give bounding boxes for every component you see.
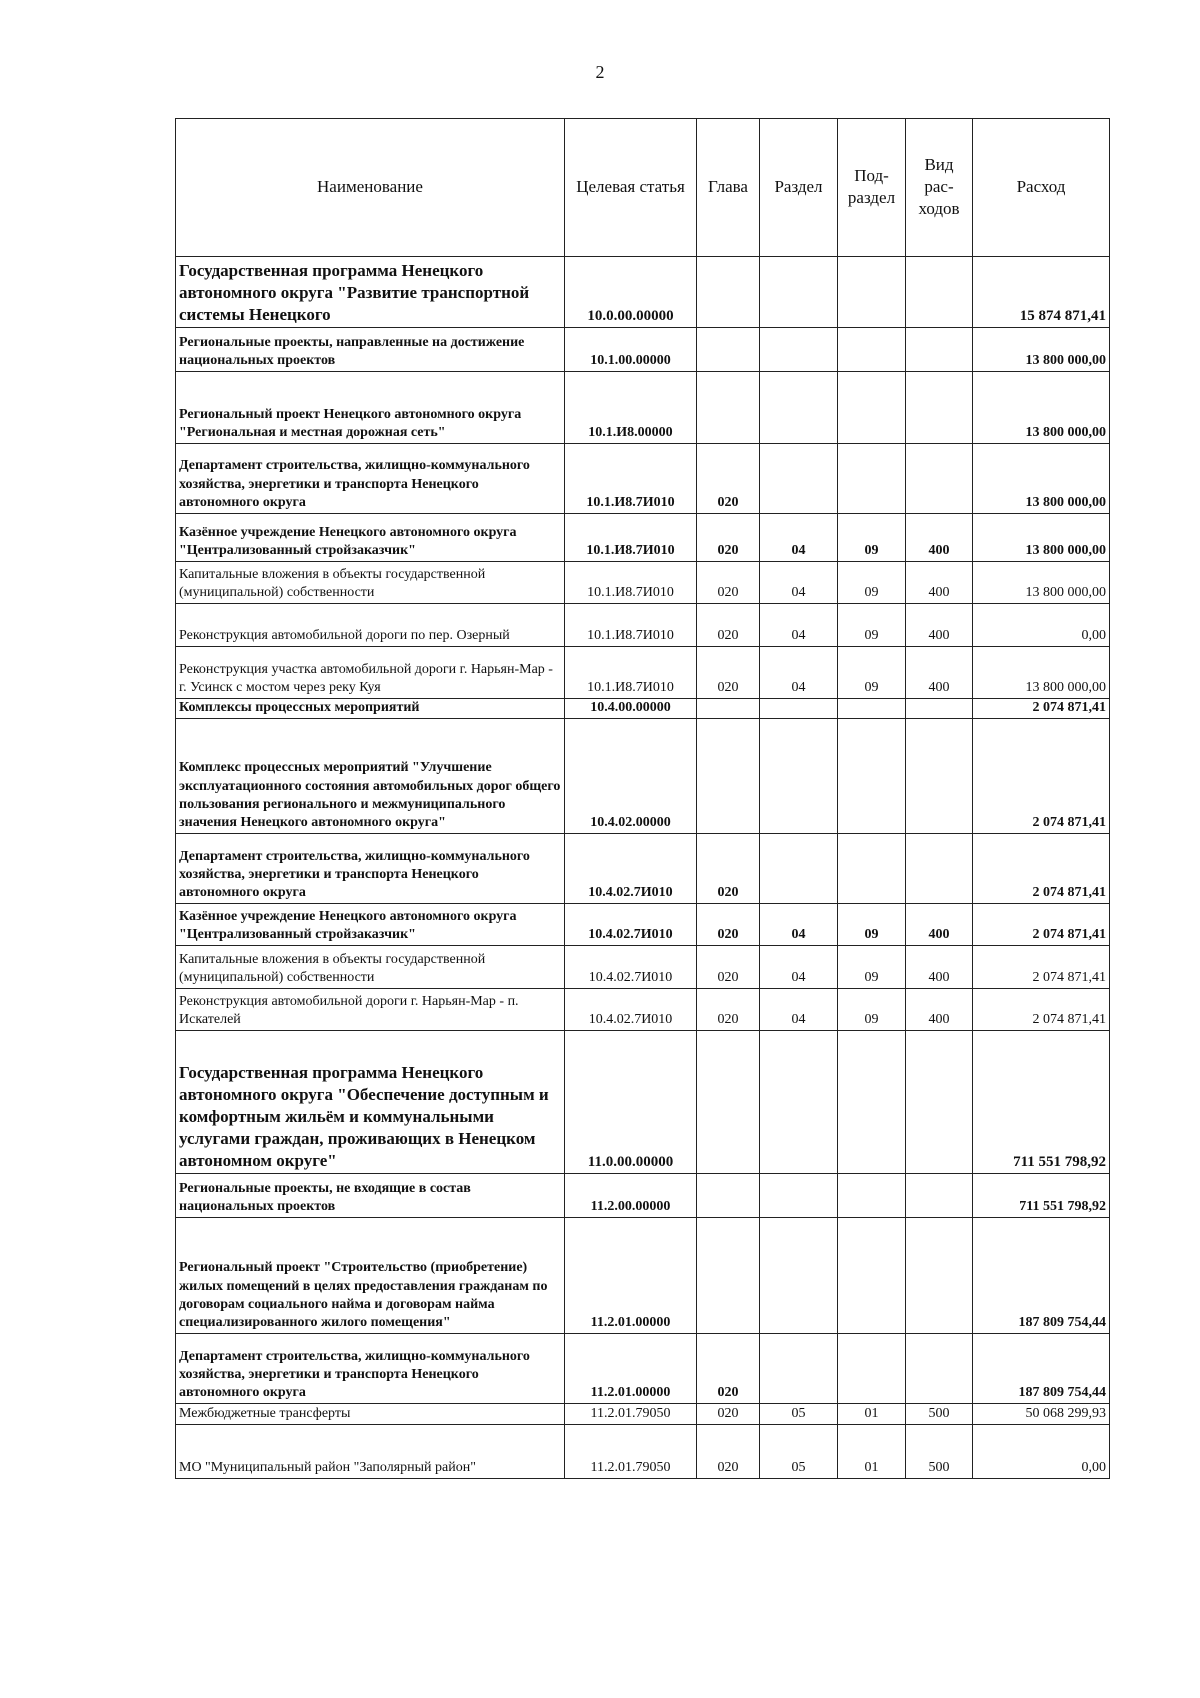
cell-amount: 711 551 798,92 bbox=[973, 1174, 1110, 1218]
cell-subsection bbox=[838, 1218, 906, 1334]
table-row bbox=[176, 328, 1110, 372]
cell-amount: 711 551 798,92 bbox=[973, 1031, 1110, 1174]
cell-expense-type: 400 bbox=[906, 604, 973, 647]
cell-amount: 2 074 871,41 bbox=[973, 834, 1110, 904]
cell-section: 04 bbox=[760, 604, 838, 647]
expenditure-table bbox=[175, 118, 1110, 1479]
table-row bbox=[176, 647, 1110, 699]
cell-amount: 0,00 bbox=[973, 604, 1110, 647]
cell-section: 04 bbox=[760, 647, 838, 699]
cell-section bbox=[760, 328, 838, 372]
cell-amount: 2 074 871,41 bbox=[973, 946, 1110, 989]
page-number: 2 bbox=[595, 62, 605, 82]
cell-amount: 13 800 000,00 bbox=[973, 372, 1110, 444]
cell-subsection bbox=[838, 257, 906, 328]
cell-section: 04 bbox=[760, 989, 838, 1031]
cell-amount: 2 074 871,41 bbox=[973, 904, 1110, 946]
cell-target-article: 10.1.И8.00000 bbox=[565, 372, 697, 444]
cell-target-article: 11.0.00.00000 bbox=[565, 1031, 697, 1174]
cell-section bbox=[760, 1174, 838, 1218]
cell-chapter: 020 bbox=[697, 647, 760, 699]
cell-subsection bbox=[838, 372, 906, 444]
cell-name: Департамент строительства, жилищно-коммунального хозяйства, энергетики и транспорта Ненецкого автономного округа bbox=[176, 1334, 565, 1404]
cell-chapter: 020 bbox=[697, 444, 760, 514]
cell-target-article: 10.1.И8.7И010 bbox=[565, 444, 697, 514]
cell-expense-type: 500 bbox=[906, 1425, 973, 1479]
cell-name: МО "Муниципальный район "Заполярный район" bbox=[176, 1425, 565, 1479]
cell-subsection: 09 bbox=[838, 562, 906, 604]
table-row bbox=[176, 834, 1110, 904]
cell-expense-type bbox=[906, 834, 973, 904]
cell-expense-type: 400 bbox=[906, 647, 973, 699]
cell-name: Казённое учреждение Ненецкого автономного округа "Централизованный стройзаказчик" bbox=[176, 514, 565, 562]
table-row bbox=[176, 604, 1110, 647]
header-chapter: Глава bbox=[697, 119, 760, 257]
cell-name: Государственная программа Ненецкого автономного округа "Развитие транспортной системы Ненецкого bbox=[176, 257, 565, 328]
header-expense-type: Вид рас-ходов bbox=[906, 119, 973, 257]
cell-amount: 2 074 871,41 bbox=[973, 699, 1110, 719]
cell-expense-type bbox=[906, 699, 973, 719]
cell-chapter: 020 bbox=[697, 1404, 760, 1425]
cell-subsection: 09 bbox=[838, 946, 906, 989]
cell-amount: 13 800 000,00 bbox=[973, 444, 1110, 514]
table-row bbox=[176, 514, 1110, 562]
cell-subsection bbox=[838, 834, 906, 904]
cell-chapter: 020 bbox=[697, 604, 760, 647]
cell-amount: 13 800 000,00 bbox=[973, 514, 1110, 562]
cell-expense-type: 400 bbox=[906, 989, 973, 1031]
header-subsection: Под-раздел bbox=[838, 119, 906, 257]
cell-target-article: 10.1.И8.7И010 bbox=[565, 604, 697, 647]
cell-section: 05 bbox=[760, 1425, 838, 1479]
cell-expense-type bbox=[906, 1334, 973, 1404]
cell-subsection bbox=[838, 1174, 906, 1218]
cell-target-article: 10.4.02.7И010 bbox=[565, 904, 697, 946]
table-row bbox=[176, 1218, 1110, 1334]
header-amount: Расход bbox=[973, 119, 1110, 257]
cell-subsection: 01 bbox=[838, 1425, 906, 1479]
cell-subsection: 09 bbox=[838, 647, 906, 699]
cell-chapter: 020 bbox=[697, 946, 760, 989]
table-row bbox=[176, 904, 1110, 946]
cell-chapter: 020 bbox=[697, 1425, 760, 1479]
cell-subsection: 09 bbox=[838, 989, 906, 1031]
cell-target-article: 10.1.И8.7И010 bbox=[565, 514, 697, 562]
table-row bbox=[176, 989, 1110, 1031]
cell-chapter bbox=[697, 372, 760, 444]
cell-name: Региональный проект "Строительство (приобретение) жилых помещений в целях предоставления гражданам по договорам социального найма и договорам найма специализированного жилого помещения" bbox=[176, 1218, 565, 1334]
cell-subsection: 09 bbox=[838, 604, 906, 647]
cell-section bbox=[760, 834, 838, 904]
cell-section bbox=[760, 257, 838, 328]
header-name: Наименование bbox=[176, 119, 565, 257]
cell-name: Казённое учреждение Ненецкого автономного округа "Централизованный стройзаказчик" bbox=[176, 904, 565, 946]
cell-amount: 15 874 871,41 bbox=[973, 257, 1110, 328]
cell-target-article: 11.2.01.79050 bbox=[565, 1404, 697, 1425]
cell-chapter bbox=[697, 719, 760, 834]
cell-chapter: 020 bbox=[697, 1334, 760, 1404]
header-section: Раздел bbox=[760, 119, 838, 257]
cell-target-article: 10.1.00.00000 bbox=[565, 328, 697, 372]
cell-expense-type: 500 bbox=[906, 1404, 973, 1425]
cell-chapter bbox=[697, 257, 760, 328]
cell-chapter bbox=[697, 1218, 760, 1334]
cell-section bbox=[760, 699, 838, 719]
cell-name: Департамент строительства, жилищно-коммунального хозяйства, энергетики и транспорта Ненецкого автономного округа bbox=[176, 444, 565, 514]
cell-name: Комплексы процессных мероприятий bbox=[176, 699, 565, 719]
table-row bbox=[176, 1031, 1110, 1174]
cell-subsection: 09 bbox=[838, 904, 906, 946]
cell-target-article: 11.2.01.79050 bbox=[565, 1425, 697, 1479]
cell-subsection bbox=[838, 699, 906, 719]
cell-expense-type: 400 bbox=[906, 904, 973, 946]
cell-expense-type bbox=[906, 1218, 973, 1334]
cell-chapter: 020 bbox=[697, 989, 760, 1031]
table-row bbox=[176, 1425, 1110, 1479]
cell-section: 04 bbox=[760, 514, 838, 562]
cell-expense-type bbox=[906, 719, 973, 834]
table-row bbox=[176, 372, 1110, 444]
table-row bbox=[176, 1404, 1110, 1425]
cell-subsection bbox=[838, 1031, 906, 1174]
cell-name: Капитальные вложения в объекты государственной (муниципальной) собственности bbox=[176, 562, 565, 604]
cell-subsection: 01 bbox=[838, 1404, 906, 1425]
cell-amount: 0,00 bbox=[973, 1425, 1110, 1479]
cell-chapter: 020 bbox=[697, 834, 760, 904]
cell-section: 04 bbox=[760, 946, 838, 989]
cell-target-article: 10.4.02.00000 bbox=[565, 719, 697, 834]
table-row bbox=[176, 946, 1110, 989]
table-row bbox=[176, 562, 1110, 604]
cell-expense-type bbox=[906, 444, 973, 514]
cell-expense-type bbox=[906, 328, 973, 372]
cell-chapter: 020 bbox=[697, 514, 760, 562]
cell-section bbox=[760, 1218, 838, 1334]
cell-chapter: 020 bbox=[697, 904, 760, 946]
cell-target-article: 11.2.01.00000 bbox=[565, 1218, 697, 1334]
table-row bbox=[176, 1334, 1110, 1404]
cell-target-article: 10.4.00.00000 bbox=[565, 699, 697, 719]
cell-amount: 13 800 000,00 bbox=[973, 328, 1110, 372]
cell-expense-type bbox=[906, 372, 973, 444]
cell-name: Капитальные вложения в объекты государственной (муниципальной) собственности bbox=[176, 946, 565, 989]
cell-subsection bbox=[838, 1334, 906, 1404]
cell-chapter bbox=[697, 1174, 760, 1218]
cell-section: 04 bbox=[760, 904, 838, 946]
cell-subsection bbox=[838, 444, 906, 514]
table-row bbox=[176, 1174, 1110, 1218]
cell-subsection bbox=[838, 719, 906, 834]
cell-target-article: 10.4.02.7И010 bbox=[565, 989, 697, 1031]
cell-name: Региональный проект Ненецкого автономного округа "Региональная и местная дорожная сеть" bbox=[176, 372, 565, 444]
cell-section: 05 bbox=[760, 1404, 838, 1425]
cell-section bbox=[760, 1334, 838, 1404]
cell-amount: 187 809 754,44 bbox=[973, 1218, 1110, 1334]
cell-target-article: 10.4.02.7И010 bbox=[565, 834, 697, 904]
cell-section: 04 bbox=[760, 562, 838, 604]
cell-expense-type: 400 bbox=[906, 514, 973, 562]
table-row bbox=[176, 719, 1110, 834]
cell-name: Департамент строительства, жилищно-коммунального хозяйства, энергетики и транспорта Ненецкого автономного округа bbox=[176, 834, 565, 904]
cell-section bbox=[760, 444, 838, 514]
cell-name: Реконструкция автомобильной дороги г. Нарьян-Мар - п. Искателей bbox=[176, 989, 565, 1031]
cell-target-article: 10.4.02.7И010 bbox=[565, 946, 697, 989]
table-body bbox=[176, 257, 1110, 1479]
table-row bbox=[176, 444, 1110, 514]
cell-expense-type bbox=[906, 1174, 973, 1218]
cell-section bbox=[760, 1031, 838, 1174]
cell-target-article: 10.1.И8.7И010 bbox=[565, 562, 697, 604]
cell-target-article: 10.1.И8.7И010 bbox=[565, 647, 697, 699]
cell-name: Реконструкция участка автомобильной дороги г. Нарьян-Мар - г. Усинск с мостом через реку Куя bbox=[176, 647, 565, 699]
cell-name: Региональные проекты, направленные на достижение национальных проектов bbox=[176, 328, 565, 372]
cell-amount: 13 800 000,00 bbox=[973, 562, 1110, 604]
cell-target-article: 11.2.00.00000 bbox=[565, 1174, 697, 1218]
table-header-row bbox=[176, 119, 1110, 257]
cell-expense-type: 400 bbox=[906, 946, 973, 989]
cell-chapter bbox=[697, 1031, 760, 1174]
cell-name: Государственная программа Ненецкого автономного округа "Обеспечение доступным и комфортным жильём и коммунальными услугами граждан, проживающих в Ненецком автономном округе" bbox=[176, 1031, 565, 1174]
cell-name: Региональные проекты, не входящие в состав национальных проектов bbox=[176, 1174, 565, 1218]
cell-chapter bbox=[697, 699, 760, 719]
cell-amount: 2 074 871,41 bbox=[973, 719, 1110, 834]
cell-expense-type bbox=[906, 1031, 973, 1174]
cell-name: Межбюджетные трансферты bbox=[176, 1404, 565, 1425]
table-row bbox=[176, 257, 1110, 328]
header-target-article: Целевая статья bbox=[565, 119, 697, 257]
cell-name: Реконструкция автомобильной дороги по пер. Озерный bbox=[176, 604, 565, 647]
cell-chapter bbox=[697, 328, 760, 372]
cell-amount: 187 809 754,44 bbox=[973, 1334, 1110, 1404]
cell-subsection: 09 bbox=[838, 514, 906, 562]
cell-amount: 50 068 299,93 bbox=[973, 1404, 1110, 1425]
table-row bbox=[176, 699, 1110, 719]
cell-target-article: 11.2.01.00000 bbox=[565, 1334, 697, 1404]
cell-section bbox=[760, 719, 838, 834]
cell-section bbox=[760, 372, 838, 444]
cell-amount: 2 074 871,41 bbox=[973, 989, 1110, 1031]
cell-expense-type bbox=[906, 257, 973, 328]
cell-target-article: 10.0.00.00000 bbox=[565, 257, 697, 328]
cell-chapter: 020 bbox=[697, 562, 760, 604]
cell-amount: 13 800 000,00 bbox=[973, 647, 1110, 699]
cell-subsection bbox=[838, 328, 906, 372]
cell-expense-type: 400 bbox=[906, 562, 973, 604]
cell-name: Комплекс процессных мероприятий "Улучшение эксплуатационного состояния автомобильных дорог общего пользования регионального и межмуниципального значения Ненецкого автономного округа" bbox=[176, 719, 565, 834]
